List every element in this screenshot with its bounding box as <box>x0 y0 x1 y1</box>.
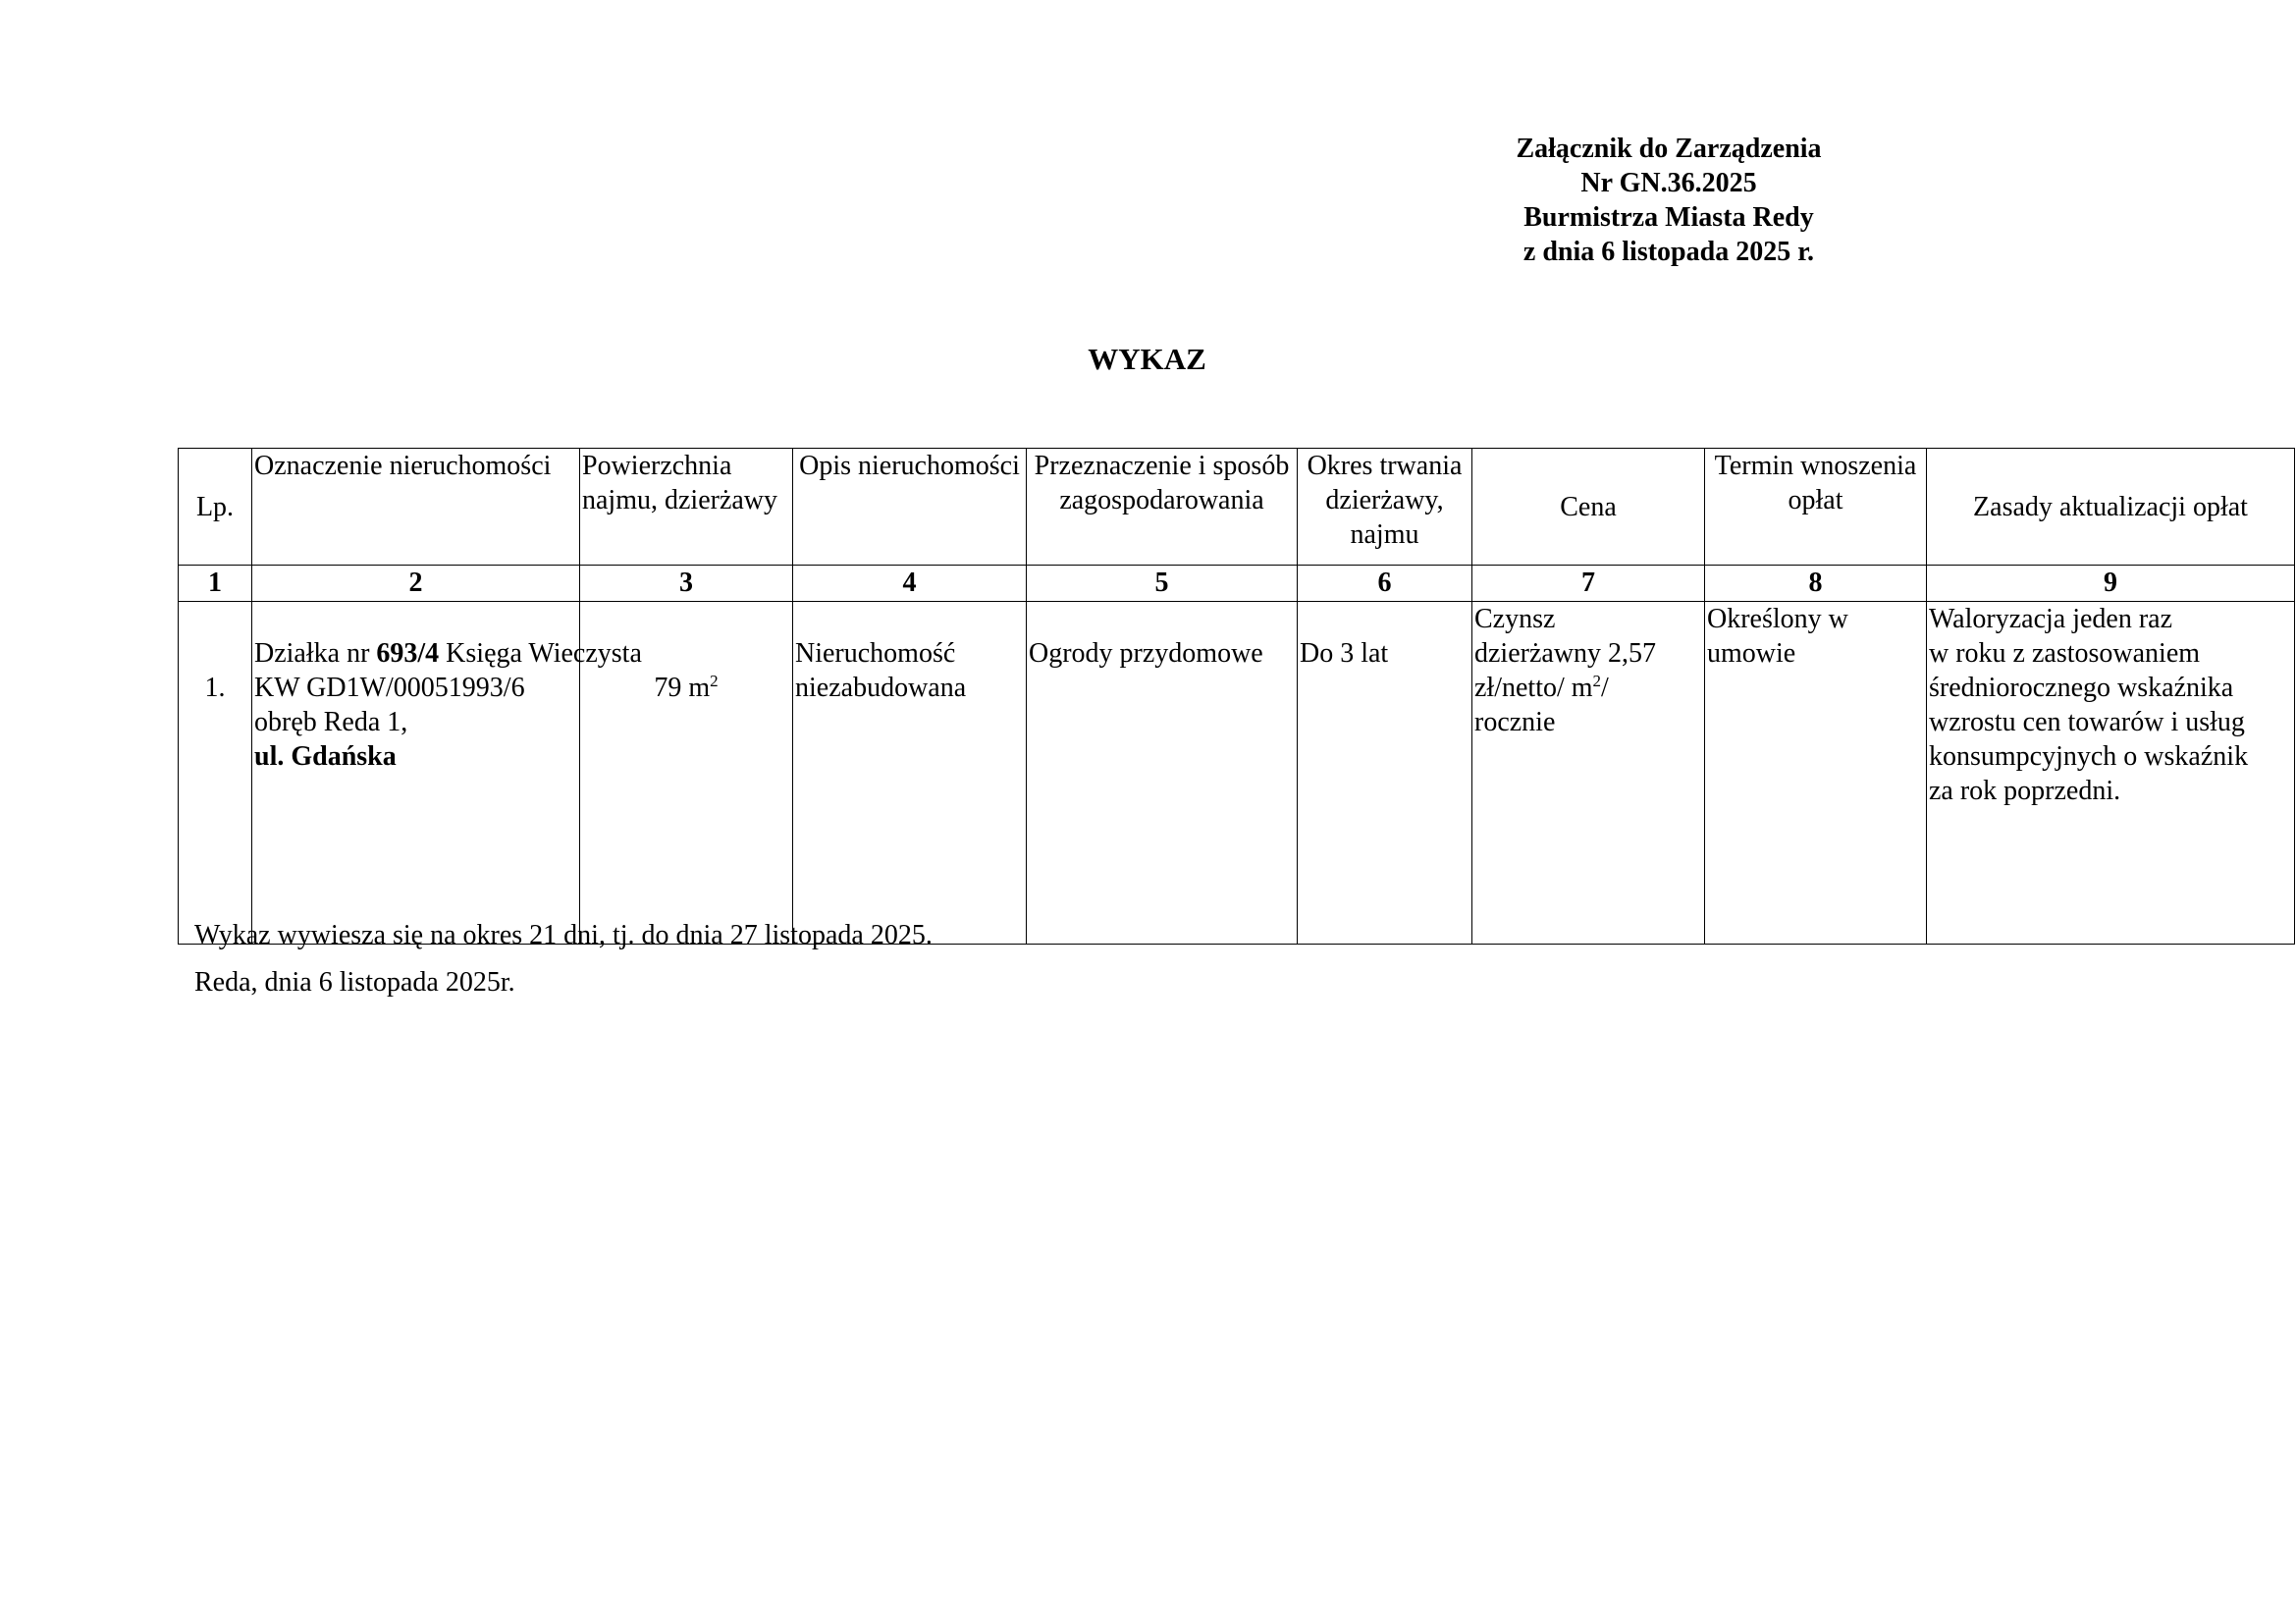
price-line-4: rocznie <box>1474 707 1556 737</box>
header-line-3: Burmistrza Miasta Redy <box>1523 202 1814 233</box>
posting-notice: Wykaz wywiesza się na okres 21 dni, tj. do dnia 27 listopada 2025. <box>194 920 933 950</box>
table-header-row <box>179 449 2295 566</box>
cell-description: Nieruchomość niezabudowana <box>793 602 1027 945</box>
document-title <box>0 342 2296 377</box>
col-number: 7 <box>1472 566 1705 602</box>
col-number: 6 <box>1298 566 1472 602</box>
plot-number: 693/4 <box>376 638 440 669</box>
col-number: 8 <box>1705 566 1927 602</box>
cell-payment-term: Określony w umowie <box>1705 602 1927 945</box>
col-number: 5 <box>1027 566 1298 602</box>
header-line-4: z dnia 6 listopada 2025 r. <box>1522 237 1815 267</box>
precinct: obręb Reda 1, <box>254 707 408 737</box>
land-register-number: KW GD1W/00051993/6 <box>254 673 525 703</box>
column-number-row <box>179 566 2295 602</box>
cell-update-rules <box>1927 602 2295 945</box>
area-superscript: 2 <box>710 672 719 690</box>
header-line-2: Nr GN.36.2025 <box>1580 168 1757 198</box>
col-header-payment-term: Termin wnoszenia opłat <box>1705 449 1927 566</box>
col-header-lp: Lp. <box>179 449 252 566</box>
price-unit-superscript: 2 <box>1592 672 1602 690</box>
header-line-1: Załącznik do Zarządzenia <box>1516 134 1822 164</box>
designation-line-1 <box>254 636 642 671</box>
col-header-purpose: Przeznaczenie i sposób zagospodarowania <box>1027 449 1298 566</box>
cell-lp: 1. <box>179 602 252 945</box>
col-header-price: Cena <box>1472 449 1705 566</box>
col-header-update-rules: Zasady aktualizacji opłat <box>1927 449 2295 566</box>
update-line-6: za rok poprzedni. <box>1929 776 2121 806</box>
update-line-5: konsumpcyjnych o wskaźnik <box>1929 741 2249 772</box>
col-number: 1 <box>179 566 252 602</box>
update-line-2: w roku z zastosowaniem <box>1929 638 2201 669</box>
price-line-1: Czynsz <box>1474 604 1556 634</box>
table-row <box>179 602 2295 945</box>
cell-purpose: Ogrody przydomowe <box>1027 602 1298 945</box>
cell-price <box>1472 602 1705 945</box>
price-unit-slash: / <box>1601 673 1609 703</box>
attachment-header <box>1492 132 1845 269</box>
cell-period: Do 3 lat <box>1298 602 1472 945</box>
col-header-period: Okres trwania dzierżawy, najmu <box>1298 449 1472 566</box>
col-number: 2 <box>252 566 580 602</box>
designation-prefix: Działka nr <box>254 638 377 669</box>
col-header-area: Powierzchnia najmu, dzierżawy <box>580 449 793 566</box>
col-number: 3 <box>580 566 793 602</box>
update-line-1: Waloryzacja jeden raz <box>1929 604 2173 634</box>
price-line-2: dzierżawny 2,57 <box>1474 638 1657 669</box>
col-header-description: Opis nieruchomości <box>793 449 1027 566</box>
listing-table <box>178 448 2295 945</box>
cell-designation <box>252 602 642 945</box>
price-line-3 <box>1474 671 1702 705</box>
col-header-designation: Oznaczenie nieruchomości <box>252 449 580 566</box>
update-line-4: wzrostu cen towarów i usług <box>1929 707 2245 737</box>
document-title-text: WYKAZ <box>1088 342 1206 376</box>
price-unit: zł/netto/ m <box>1474 673 1593 703</box>
street-name: ul. Gdańska <box>254 741 397 772</box>
col-number: 9 <box>1927 566 2295 602</box>
place-and-date: Reda, dnia 6 listopada 2025r. <box>194 967 515 998</box>
designation-land-register: Księga Wieczysta <box>439 638 642 669</box>
area-value: 79 m <box>654 673 711 703</box>
col-number: 4 <box>793 566 1027 602</box>
update-line-3: średniorocznego wskaźnika <box>1929 673 2234 703</box>
